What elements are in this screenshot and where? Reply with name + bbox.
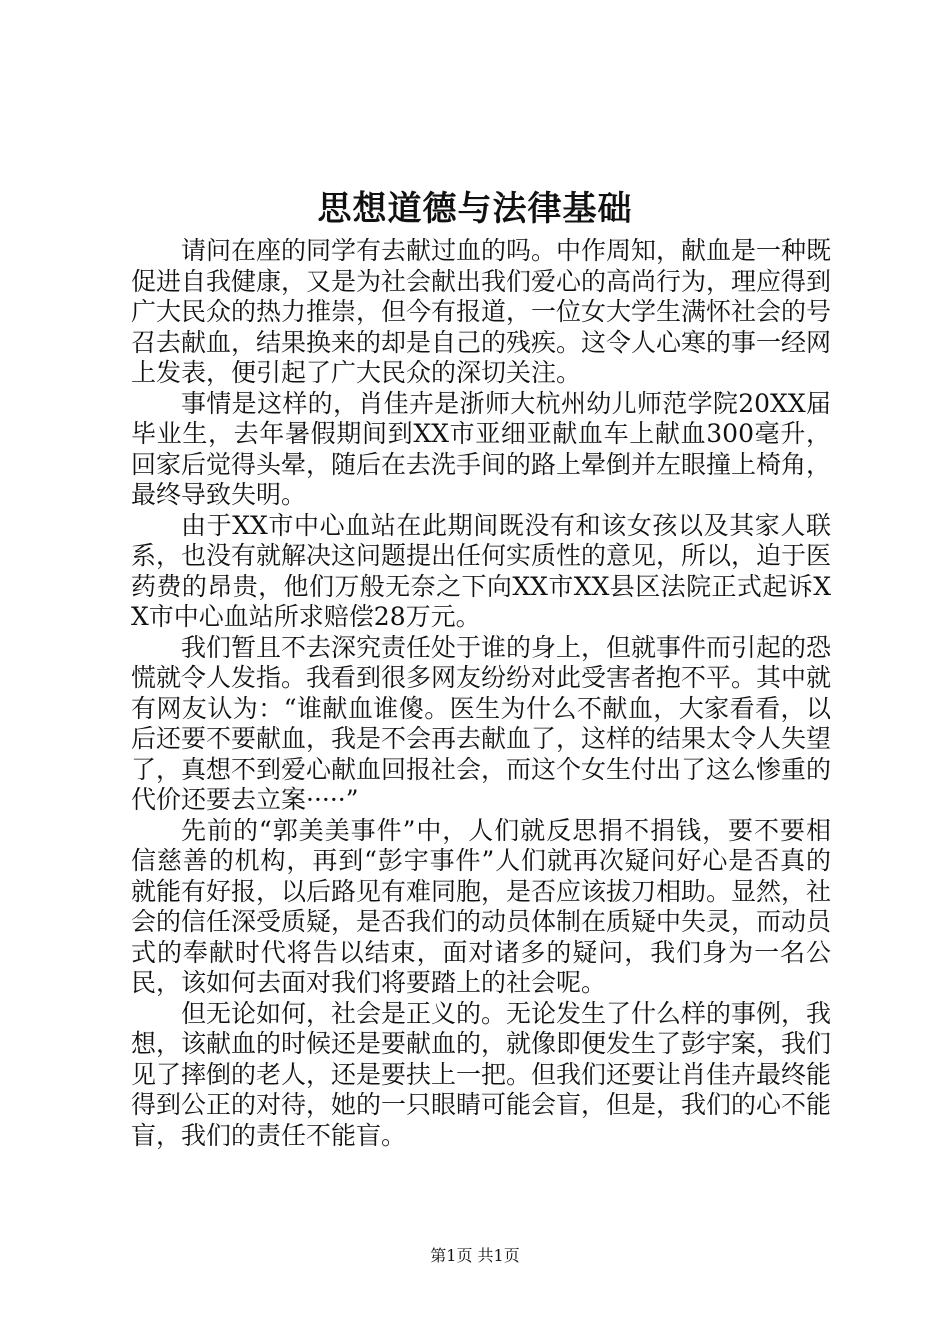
document-title: 思想道德与法律基础	[317, 189, 633, 229]
document-body	[131, 236, 831, 1151]
paragraph-2: 事情是这样的，肖佳卉是浙师大杭州幼儿师范学院20XX届毕业生，去年暑假期间到XX市亚细亚献血车上献血300毫升，回家后觉得头晕，随后在去洗手间的路上晕倒并左眼撞上椅角，最终导致失明。	[131, 388, 832, 509]
paragraph-1: 请问在座的同学有去献过血的吗。中作周知，献血是一种既促进自我健康，又是为社会献出我们爱心的高尚行为，理应得到广大民众的热力推崇，但今有报道，一位女大学生满怀社会的号召去献血，结果换来的却是自己的残疾。这令人心寒的事一经网上发表，便引起了广大民众的深切关注。	[131, 236, 832, 387]
page-footer: 第1页 共1页	[430, 1246, 520, 1265]
paragraph-3: 由于XX市中心血站在此期间既没有和该女孩以及其家人联系，也没有就解决这问题提出任何实质性的意见，所以，迫于医药费的昂贵，他们万般无奈之下向XX市XX县区法院正式起诉XX市中心血站所求赔偿28万元。	[131, 510, 832, 631]
paragraph-4: 我们暂且不去深究责任处于谁的身上，但就事件而引起的恐慌就令人发指。我看到很多网友纷纷对此受害者抱不平。其中就有网友认为：“谁献血谁傻。医生为什么不献血，大家看看，以后还要不要献血，我是不会再去献血了，这样的结果太令人失望了，真想不到爱心献血回报社会，而这个女生付出了这么惨重的代价还要去立案·····”	[131, 632, 832, 814]
paragraph-6: 但无论如何，社会是正义的。无论发生了什么样的事例，我想，该献血的时候还是要献血的，就像即便发生了彭宇案，我们见了摔倒的老人，还是要扶上一把。但我们还要让肖佳卉最终能得到公正的对待，她的一只眼睛可能会盲，但是，我们的心不能盲，我们的责任不能盲。	[131, 998, 832, 1150]
paragraph-5: 先前的“郭美美事件”中，人们就反思捐不捐钱，要不要相信慈善的机构，再到“彭宇事件”人们就再次疑问好心是否真的就能有好报，以后路见有难同胞，是否应该拔刀相助。显然，社会的信任深受质疑，是否我们的动员体制在质疑中失灵，而动员式的奉献时代将告以结束，面对诸多的疑问，我们身为一名公民，该如何去面对我们将要踏上的社会呢。	[131, 815, 832, 997]
